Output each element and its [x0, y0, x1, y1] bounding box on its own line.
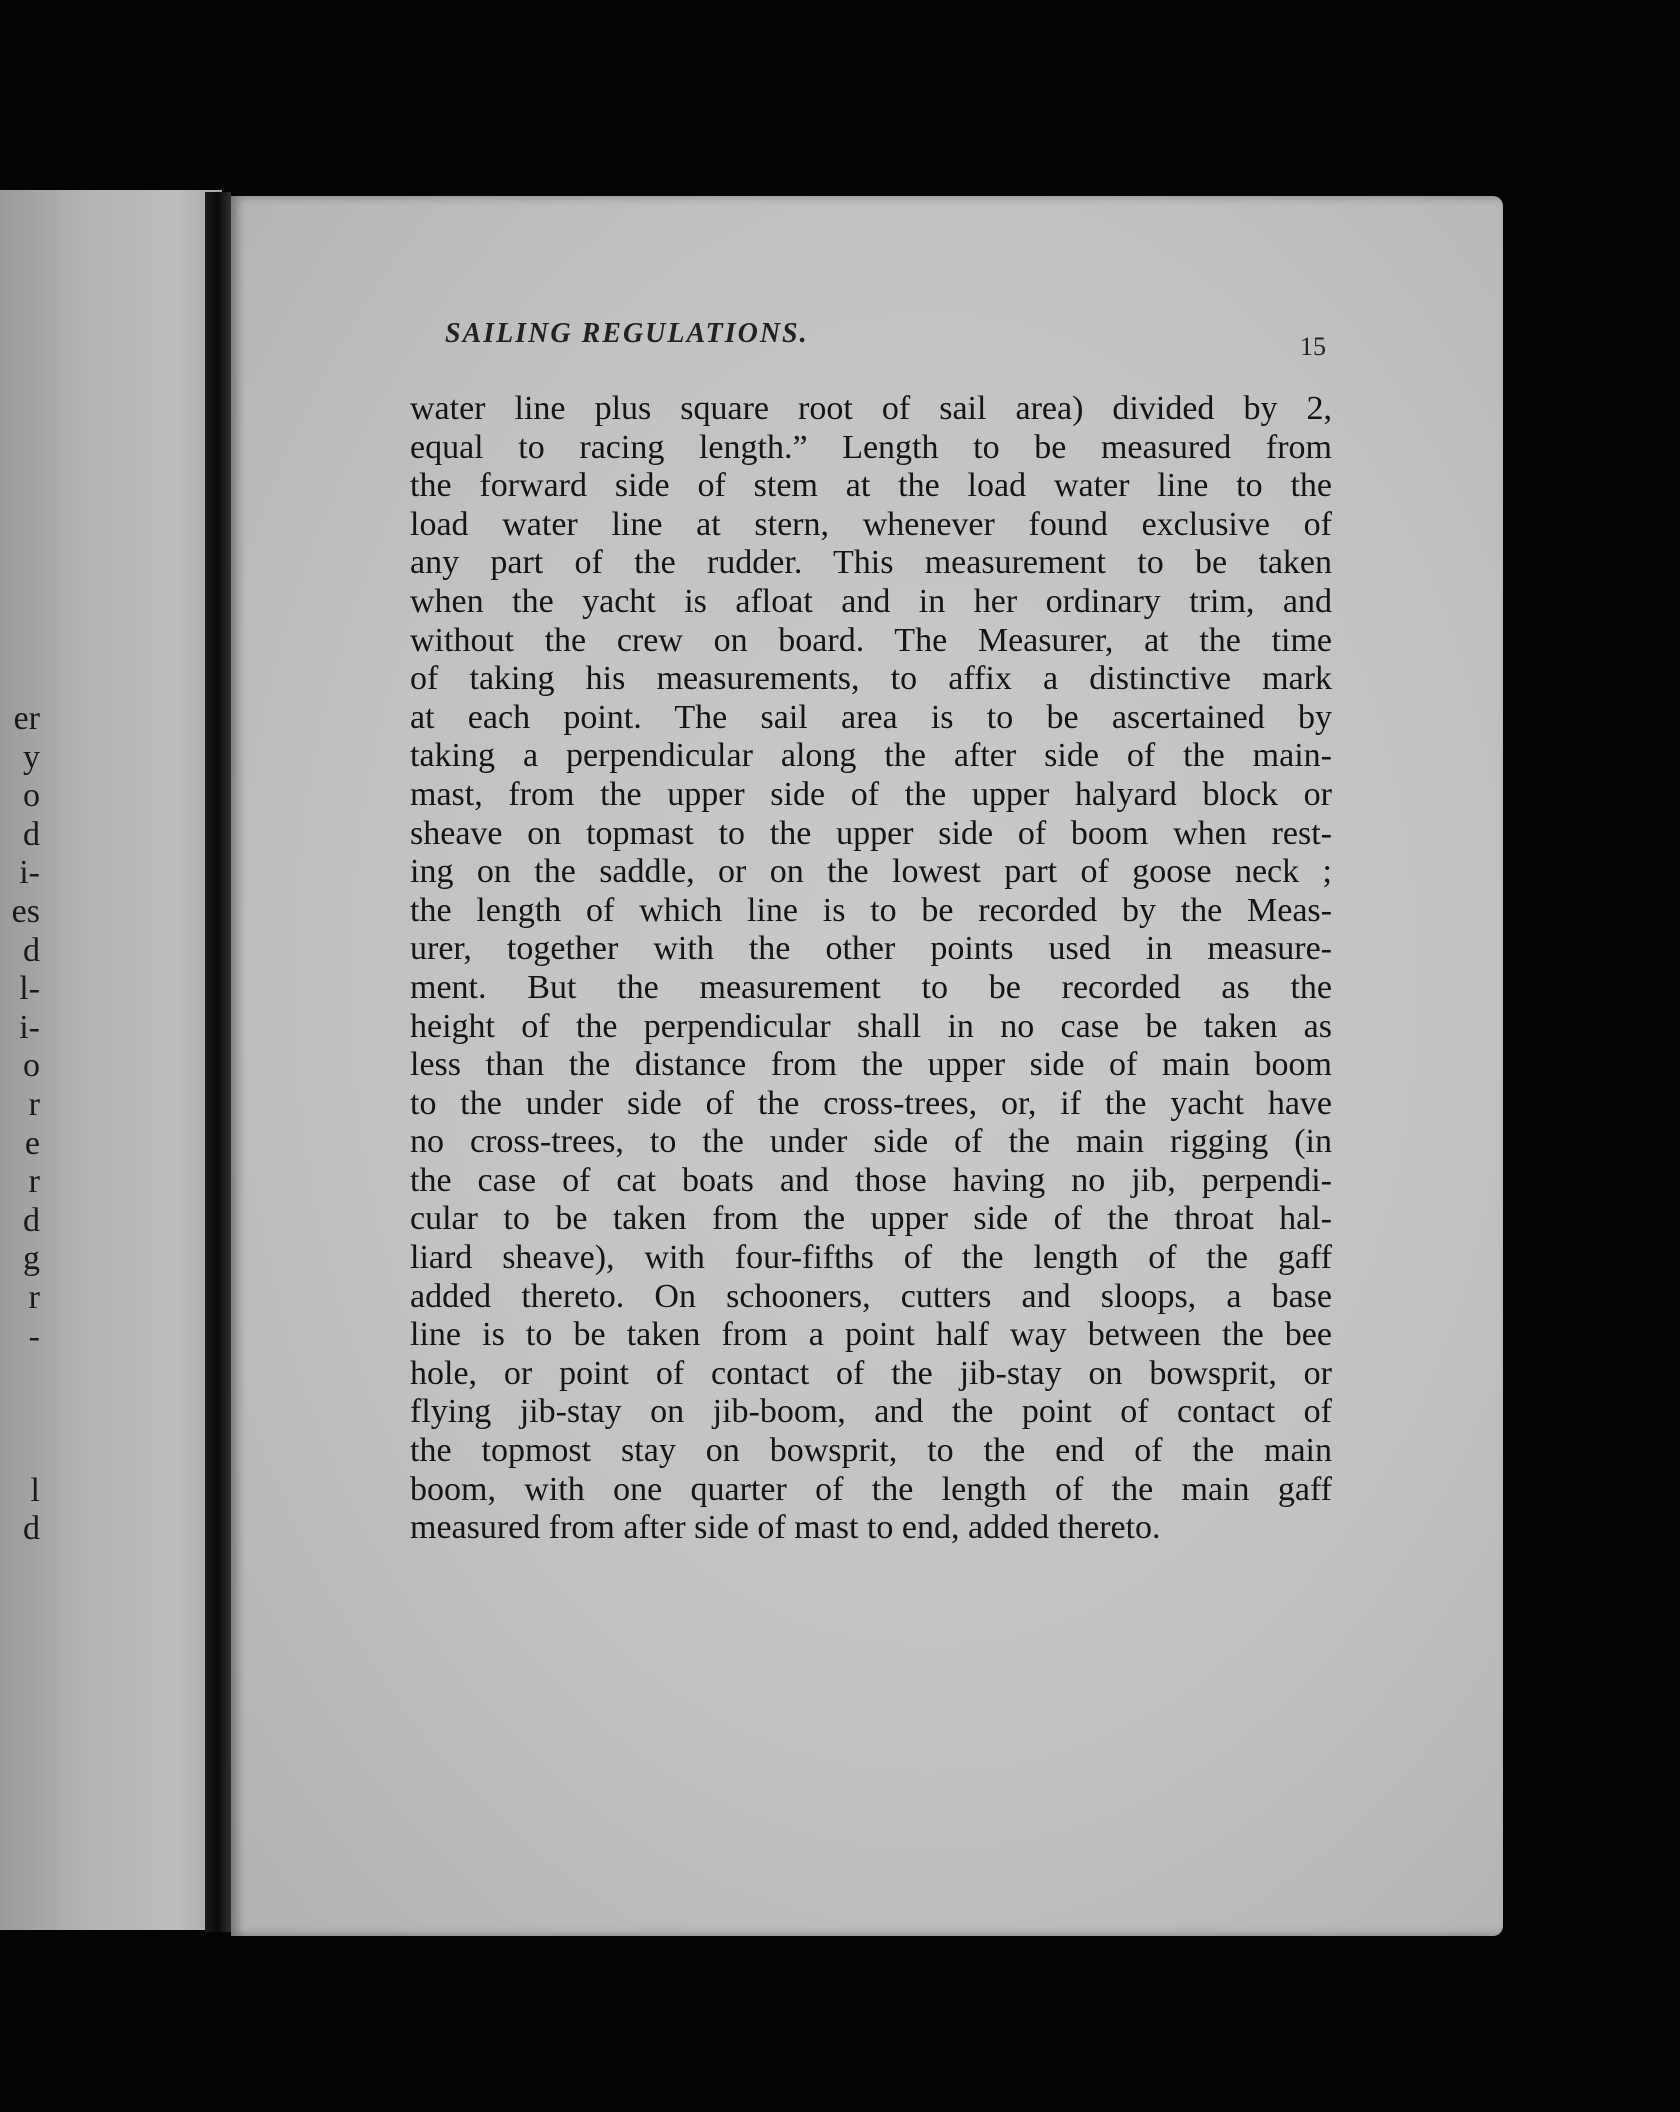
text-line: less than the distance from the upper side of main boom [410, 1046, 1332, 1084]
left-page-fragment: y [23, 738, 40, 776]
text-line: sheave on topmast to the upper side of boom when rest- [410, 814, 1332, 852]
left-page-fragment: r [28, 1278, 40, 1316]
left-page-fragment: - [28, 1317, 40, 1355]
text-line: taking a perpendicular along the after side of the main- [410, 737, 1332, 775]
text-line: the length of which line is to be recorded by the Meas- [410, 891, 1332, 929]
left-page-fragment: d [23, 815, 40, 853]
left-page-fragment: i- [19, 854, 40, 892]
left-page-text-fragments [0, 700, 40, 1549]
text-line: ment. But the measurement to be recorded as the [410, 968, 1332, 1006]
left-page-fragment: r [28, 1085, 40, 1123]
left-page-fragment [0, 1433, 40, 1472]
text-line: cular to be taken from the upper side of the throat hal- [410, 1200, 1332, 1238]
running-title: SAILING REGULATIONS. [445, 318, 809, 349]
left-page-fragment: e [24, 1124, 40, 1162]
left-page-fragment: o [23, 1047, 40, 1085]
left-page-fragment: g [23, 1240, 40, 1278]
text-line: of taking his measurements, to affix a distinctive mark [410, 660, 1332, 698]
text-line: flying jib-stay on jib-boom, and the point of contact of [410, 1393, 1332, 1431]
left-page-fragment: r [28, 1163, 40, 1201]
text-line: load water line at stern, whenever found exclusive of [410, 505, 1332, 543]
left-page-fragment: d [23, 931, 40, 969]
text-line: the case of cat boats and those having no jib, perpendi- [410, 1161, 1332, 1199]
text-line: without the crew on board. The Measurer, at the time [410, 621, 1332, 659]
book-spine [205, 192, 231, 1932]
page-number: 15 [1300, 332, 1326, 361]
left-page-fragment [0, 1395, 40, 1434]
text-line: line is to be taken from a point half way between the bee [410, 1316, 1332, 1354]
left-page-fragment: es [11, 892, 40, 930]
text-line: mast, from the upper side of the upper halyard block or [410, 775, 1332, 813]
text-line: urer, together with the other points used in measure- [410, 930, 1332, 968]
left-page-fragment: d [23, 1201, 40, 1239]
text-line: no cross-trees, to the under side of the main rigging (in [410, 1123, 1332, 1161]
left-page-fragment [0, 1356, 40, 1395]
text-line: liard sheave), with four-fifths of the length of the gaff [410, 1239, 1332, 1277]
left-page-fragment: o [23, 777, 40, 815]
text-line: height of the perpendicular shall in no case be taken as [410, 1007, 1332, 1045]
text-line: any part of the rudder. This measurement to be taken [410, 544, 1332, 582]
text-line: at each point. The sail area is to be ascertained by [410, 698, 1332, 736]
text-line: the forward side of stem at the load water line to the [410, 467, 1332, 505]
text-line: added thereto. On schooners, cutters and sloops, a base [410, 1277, 1332, 1315]
text-line: water line plus square root of sail area) divided by 2, [410, 390, 1332, 427]
left-page-fragment: i- [19, 1008, 40, 1046]
left-page-fragment: l- [19, 970, 40, 1008]
text-line: the topmost stay on bowsprit, to the end of the main [410, 1432, 1332, 1470]
text-line: when the yacht is afloat and in her ordinary trim, and [410, 582, 1332, 620]
text-line: boom, with one quarter of the length of the main gaff [410, 1470, 1332, 1508]
text-line: to the under side of the cross-trees, or, if the yacht have [410, 1084, 1332, 1122]
text-line: measured from after side of mast to end, added thereto. [410, 1509, 1161, 1547]
left-page-fragment: l [30, 1471, 40, 1509]
left-page-fragment: d [23, 1510, 40, 1548]
text-line: equal to racing length.” Length to be measured from [410, 428, 1332, 466]
body-text [410, 390, 1332, 1548]
text-line: ing on the saddle, or on the lowest part of goose neck ; [410, 853, 1332, 891]
text-line: hole, or point of contact of the jib-stay on bowsprit, or [410, 1354, 1332, 1392]
left-page-fragment: er [13, 700, 40, 737]
